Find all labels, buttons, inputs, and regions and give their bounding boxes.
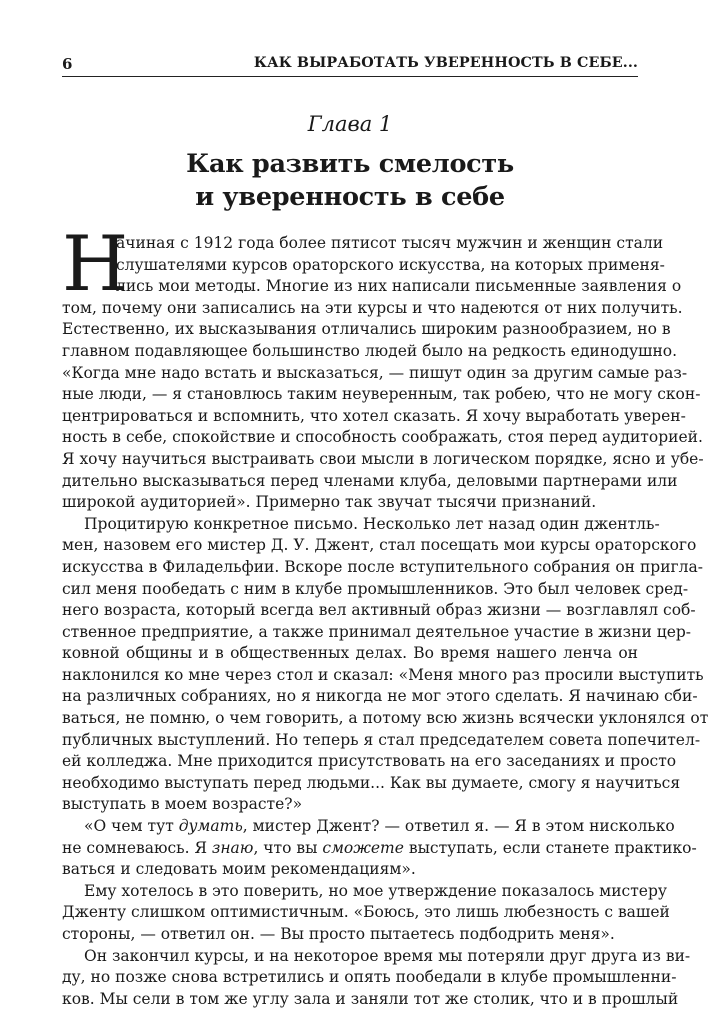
emphasis: знаю [211, 838, 254, 857]
text-line: ду, но позже снова встретились и опять пообедали в клубе промышленни- [62, 968, 677, 987]
text-line: «О чем тут думать, мистер Джент? — ответил я. — Я в этом нисколько [84, 817, 675, 836]
book-page [62, 50, 708, 1010]
paragraph-2 [62, 514, 708, 816]
text-line: ность в себе, спокойствие и способность соображать, стоя перед аудиторией. [62, 428, 703, 447]
text-line: стороны, — ответил он. — Вы просто пытаетесь подбодрить меня». [62, 925, 615, 943]
text-line: ков. Мы сели в том же углу зала и заняли тот же столик, что и в прошлый [62, 989, 679, 1008]
drop-cap: Н [62, 219, 129, 308]
chapter-title-line-1: Как развить смелость [186, 149, 514, 179]
text-line: «Когда мне надо встать и высказаться, — пишут один за другим самые раз- [62, 363, 688, 382]
text-line: Процитирую конкретное письмо. Несколько лет назад один джентль- [84, 514, 660, 533]
page-number: 6 [62, 55, 73, 73]
text-line: Естественно, их высказывания отличались широким разнообразием, но в [62, 320, 671, 339]
text-line: публичных выступлений. Но теперь я стал председателем совета попечител- [62, 730, 701, 749]
paragraph-4 [62, 881, 670, 946]
text-line: том, почему они записались на эти курсы и что надеются от них получить. [62, 298, 683, 317]
text-line: него возраста, который всегда вел активный образ жизни — возглавлял соб- [62, 601, 696, 620]
chapter-label: Глава 1 [307, 112, 393, 136]
text-line: ваться, не помню, о чем говорить, а потому всю жизнь всячески уклонялся от [62, 709, 708, 728]
text-line: на различных собраниях, но я никогда не мог этого сделать. Я начинаю сби- [62, 687, 698, 706]
text-line: главном подавляющее большинство людей было на редкость единодушно. [62, 341, 678, 360]
paragraph-1 [62, 219, 704, 514]
text-line: центрироваться и вспомнить, что хотел сказать. Я хочу выработать уверен- [62, 406, 686, 425]
text-line: лись мои методы. Многие из них написали письменные заявления о [116, 277, 682, 296]
text-line: ные люди, — я становлюсь таким неуверенным, так робею, что не могу скон- [62, 385, 701, 404]
text-line: Я хочу научиться выстраивать свои мысли в логическом порядке, ясно и убе- [62, 449, 704, 468]
text-line: Дженту слишком оптимистичным. «Боюсь, это лишь любезность с вашей [62, 903, 670, 922]
text-line: Он закончил курсы, и на некоторое время мы потеряли друг друга из ви- [84, 946, 691, 965]
text-line: ей колледжа. Мне приходится присутствовать на его заседаниях и просто [62, 752, 677, 771]
emphasis: сможете [322, 838, 404, 857]
text-line: сил меня пообедать с ним в клубе промышленников. Это был человек сред- [62, 579, 689, 598]
text-line: дительно высказываться перед членами клуба, деловыми партнерами или [62, 471, 678, 490]
text-line: не сомневаюсь. Я знаю, что вы сможете выступать, если станете практико- [62, 838, 697, 857]
text-line: слушателями курсов ораторского искусства, на которых применя- [116, 255, 665, 274]
text-line: мен, назовем его мистер Д. У. Джент, стал посещать мои курсы ораторского [62, 536, 697, 555]
book-title: КАК ВЫРАБОТАТЬ УВЕРЕННОСТЬ В СЕБЕ... [253, 55, 638, 71]
text-line: наклонился ко мне через стол и сказал: «Меня много раз просили выступить [62, 665, 704, 684]
text-line: выступать в моем возрасте?» [62, 795, 303, 814]
paragraph-5 [62, 946, 691, 1010]
text-line: широкой аудиторией». Примерно так звучат тысячи признаний. [62, 493, 597, 512]
paragraph-3 [62, 816, 697, 881]
text-line: искусства в Филадельфии. Вскоре после вступительного собрания он пригла- [62, 557, 703, 576]
chapter-title-line-2: и уверенность в себе [195, 182, 505, 212]
emphasis: думать [178, 817, 243, 836]
body-text [62, 219, 708, 1010]
text-line: ачиная с 1912 года более пятисот тысяч мужчин и женщин стали [116, 234, 664, 252]
text-line: ственное предприятие, а также принимал деятельное участие в жизни цер- [62, 622, 692, 641]
text-line: ковной общины и в общественных делах. Во время нашего ленча он [62, 644, 638, 663]
chapter-title [62, 148, 638, 214]
running-header [62, 50, 638, 77]
text-line: необходимо выступать перед людьми... Как вы думаете, смогу я научиться [62, 773, 681, 792]
text-line: ваться и следовать моим рекомендациям». [62, 860, 416, 879]
text-line: Ему хотелось в это поверить, но мое утверждение показалось мистеру [84, 881, 668, 900]
